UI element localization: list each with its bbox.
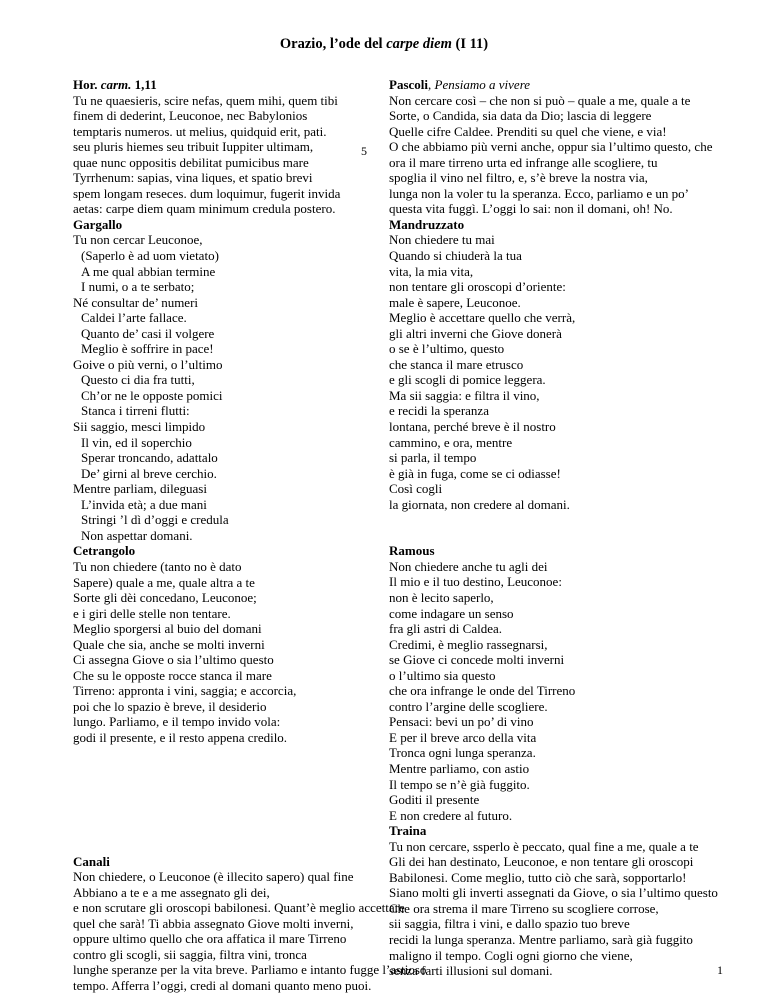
- gargallo-heading: Gargallo: [73, 216, 123, 232]
- verse-line: finem di dederint, Leuconoe, nec Babylonios: [73, 108, 308, 124]
- verse-line: Questo ci dia fra tutti,: [81, 372, 195, 388]
- verse-line: se Giove ci concede molti inverni: [389, 652, 565, 668]
- verse-line: o l’ultimo sia questo: [389, 667, 496, 683]
- verse-line: Il vin, ed il soperchio: [81, 434, 192, 450]
- section-gap: [73, 746, 373, 854]
- verse-line-number: 5: [361, 144, 367, 158]
- canali-heading: Canali: [73, 853, 110, 869]
- verse-line: Gli dei han destinato, Leuconoe, e non tentare gli oroscopi: [389, 854, 694, 870]
- verse-line: che stanca il mare etrusco: [389, 356, 524, 372]
- verse-line: cammino, e ora, mentre: [389, 434, 513, 450]
- verse-line: Non cercare così – che non si può – quale a me, quale a te: [389, 92, 691, 108]
- verse-line: e gli scogli di pomice leggera.: [389, 372, 546, 388]
- verse-line: o se è l’ultimo, questo: [389, 341, 505, 357]
- verse-line: Ch’or ne le opposte pomici: [81, 387, 223, 403]
- verse-line: lontana, perché breve è il nostro: [389, 419, 556, 435]
- horace-text: [73, 93, 373, 217]
- verse-line: recidi la lunga speranza. Mentre parliamo, sarà già fuggito: [389, 931, 693, 947]
- verse-line: e non scrutare gli oroscopi babilonesi. Quant’è meglio accettare: [73, 900, 405, 916]
- verse-line: la giornata, non credere al domani.: [389, 496, 570, 512]
- right-column: [389, 77, 719, 979]
- section-gap: [389, 512, 719, 543]
- verse-line: Meglio sporgersi al buio del domani: [73, 621, 262, 637]
- verse-line: L’invida età; a due mani: [81, 496, 207, 512]
- ramous-heading: Ramous: [389, 543, 435, 559]
- verse-line: O che abbiamo più verni anche, oppur sia l’ultimo questo, che: [389, 139, 713, 155]
- verse-line: Pensaci: bevi un po’ di vino: [389, 714, 534, 730]
- verse-line: non tentare gli oroscopi d’oriente:: [389, 279, 566, 295]
- verse-line: contro l’argine delle scogliere.: [389, 698, 548, 714]
- verse-line: Ma sii saggia: e filtra il vino,: [389, 387, 540, 403]
- verse-line: Tu non chiedere (tanto no è dato: [73, 558, 242, 574]
- verse-line: Tirreno: appronta i vini, saggia; e accorcia,: [73, 683, 297, 699]
- verse-line: oppure ultimo quello che ora affatica il mare Tirreno: [73, 931, 347, 947]
- horace-heading: Hor. carm. 1,11: [73, 77, 157, 92]
- verse-line: Non chiedere, o Leuconoe (è illecito sapero) qual fine: [73, 869, 354, 885]
- mandruzzato-text: [389, 232, 719, 512]
- verse-line: e i giri delle stelle non tentare.: [73, 605, 231, 621]
- verse-line: questa vita fuggì. L’oggi lo sai: non il domani, oh! No.: [389, 201, 673, 217]
- verse-line: Mentre parliam, dileguasi: [73, 481, 207, 497]
- verse-line: Sorte gli dèi concedano, Leuconoe;: [73, 590, 257, 606]
- verse-line: Quale che sia, anche se molti inverni: [73, 636, 265, 652]
- verse-line: sii saggia, filtra i vini, e dallo spazio tuo breve: [389, 916, 630, 932]
- verse-line: Meglio è soffrire in pace!: [81, 341, 214, 357]
- verse-line: gli altri inverni che Giove donerà: [389, 325, 562, 341]
- verse-line: Sperar troncando, adattalo: [81, 450, 218, 466]
- canali-text: [73, 869, 427, 993]
- verse-line: fra gli astri di Caldea.: [389, 621, 502, 637]
- page-title: Orazio, l’ode del carpe diem (I 11): [279, 36, 489, 52]
- verse-line: E non credere al futuro.: [389, 807, 513, 823]
- verse-line: seu pluris hiemes seu tribuit Iuppiter ultimam,: [73, 139, 314, 155]
- verse-line: godi il presente, e il resto appena credilo.: [73, 729, 288, 745]
- verse-line: Stanca i tirreni flutti:: [81, 403, 190, 419]
- verse-line: Né consultar de’ numeri: [73, 294, 199, 310]
- verse-line: (Saperlo è ad uom vietato): [81, 248, 219, 264]
- verse-line: lungo. Parliamo, e il tempo invido vola:: [73, 714, 281, 730]
- verse-line: Il mio e il tuo destino, Leuconoe:: [389, 574, 562, 590]
- verse-line: Non aspettar domani.: [81, 527, 193, 543]
- verse-line: Non chiedere anche tu agli dei: [389, 558, 548, 574]
- verse-line: Quanto de’ casi il volgere: [81, 325, 215, 341]
- verse-line: lunghe speranze per la vita breve. Parliamo e intanto fugge l’astioso: [73, 962, 427, 978]
- verse-line: aetas: carpe diem quam minimum credula postero.: [73, 201, 336, 217]
- mandruzzato-heading: Mandruzzato: [389, 216, 465, 232]
- verse-line: tempo. Afferra l’oggi, credi al domani quanto meno puoi.: [73, 977, 372, 993]
- verse-line: si parla, il tempo: [389, 450, 477, 466]
- verse-line: spem longam reseces. dum loquimur, fugerit invida: [73, 185, 341, 201]
- verse-line: Il tempo se n’è già fuggito.: [389, 776, 530, 792]
- cetrangolo-text: [73, 559, 373, 746]
- verse-line: Ci assegna Giove o sia l’ultimo questo: [73, 652, 274, 668]
- verse-line: ora il mare tirreno urta ed infrange alle scogliere, tu: [389, 154, 658, 170]
- verse-line: spoglia il vino nel filtro, e, s’è breve la nostra via,: [389, 170, 648, 186]
- gargallo-text: [73, 232, 373, 543]
- traina-heading: Traina: [389, 823, 427, 839]
- verse-line: poi che lo spazio è breve, il desiderio: [73, 698, 267, 714]
- verse-line: male è sapere, Leuconoe.: [389, 294, 521, 310]
- verse-line: come indagare un senso: [389, 605, 514, 621]
- verse-line: Tyrrhenum: sapias, vina liques, et spatio brevi: [73, 170, 313, 186]
- verse-line: Meglio è accettare quello che verrà,: [389, 310, 576, 326]
- pascoli-text: [389, 93, 719, 217]
- verse-line: Stringi ’l dì d’oggi e credula: [81, 512, 229, 528]
- verse-line: è già in fuga, come se ci odiasse!: [389, 465, 561, 481]
- verse-line: Che ora strema il mare Tirreno su scogliere corrose,: [389, 900, 659, 916]
- verse-line: Mentre parliamo, con astio: [389, 760, 530, 776]
- verse-line: Credimi, è meglio rassegnarsi,: [389, 636, 548, 652]
- verse-line: Tronca ogni lunga speranza.: [389, 745, 536, 761]
- verse-line: Tu non cercare, ssperlo è peccato, qual fine a me, quale a te: [389, 838, 699, 854]
- traina-text: [389, 839, 719, 979]
- verse-line: Caldei l’arte fallace.: [81, 310, 187, 326]
- verse-line: Babilonesi. Come meglio, tutto ciò che sarà, sopportarlo!: [389, 869, 687, 885]
- verse-line: Così cogli: [389, 481, 443, 497]
- verse-line: I numi, o a te serbato;: [81, 279, 195, 295]
- ramous-text: [389, 559, 719, 823]
- verse-line: senza farti illusioni sul domani.: [389, 963, 553, 979]
- verse-line: Tu non cercar Leuconoe,: [73, 232, 203, 248]
- verse-line: che ora infrange le onde del Tirreno: [389, 683, 576, 699]
- verse-line: Siano molti gli inverti assegnati da Giove, o sia l’ultimo questo: [389, 885, 718, 901]
- verse-line: Goditi il presente: [389, 792, 480, 808]
- verse-line: Goive o più verni, o l’ultimo: [73, 356, 223, 372]
- verse-line: Non chiedere tu mai: [389, 232, 495, 248]
- verse-line: vita, la mia vita,: [389, 263, 474, 279]
- verse-line: lunga non la voler tu la speranza. Ecco, parliamo e un po’: [389, 185, 689, 201]
- verse-line: quel che sarà! Ti abbia assegnato Giove molti inverni,: [73, 915, 354, 931]
- verse-line: Abbiano a te e a me assegnato gli dei,: [73, 884, 270, 900]
- verse-line: Sapere) quale a me, quale altra a te: [73, 574, 255, 590]
- verse-line: e recidi la speranza: [389, 403, 489, 419]
- pascoli-heading: Pascoli, Pensiamo a vivere: [389, 77, 531, 92]
- verse-line: Quando si chiuderà la tua: [389, 248, 522, 264]
- verse-line: temptaris numeros. ut melius, quidquid erit, pati.: [73, 123, 327, 139]
- verse-line: contro gli scogli, sii saggia, filtra vini, tronca: [73, 946, 307, 962]
- verse-line: A me qual abbian termine: [81, 263, 216, 279]
- verse-line: maligno il tempo. Cogli ogni giorno che viene,: [389, 947, 633, 963]
- verse-line: quae nunc oppositis debilitat pumicibus mare: [73, 154, 309, 170]
- verse-line: De’ girni al breve cerchio.: [81, 465, 217, 481]
- verse-line: Tu ne quaesieris, scire nefas, quem mihi, quem tibi: [73, 92, 338, 108]
- verse-line: Che su le opposte rocce stanca il mare: [73, 667, 272, 683]
- verse-line: Quelle cifre Caldee. Prenditi su quel che viene, e via!: [389, 123, 667, 139]
- page-number: 1: [717, 963, 723, 977]
- verse-line: E per il breve arco della vita: [389, 729, 537, 745]
- verse-line: Sii saggio, mesci limpido: [73, 419, 206, 435]
- cetrangolo-heading: Cetrangolo: [73, 543, 136, 559]
- verse-line: Sorte, o Candida, sia data da Dio; lascia di leggere: [389, 108, 652, 124]
- verse-line: non è lecito saperlo,: [389, 589, 494, 605]
